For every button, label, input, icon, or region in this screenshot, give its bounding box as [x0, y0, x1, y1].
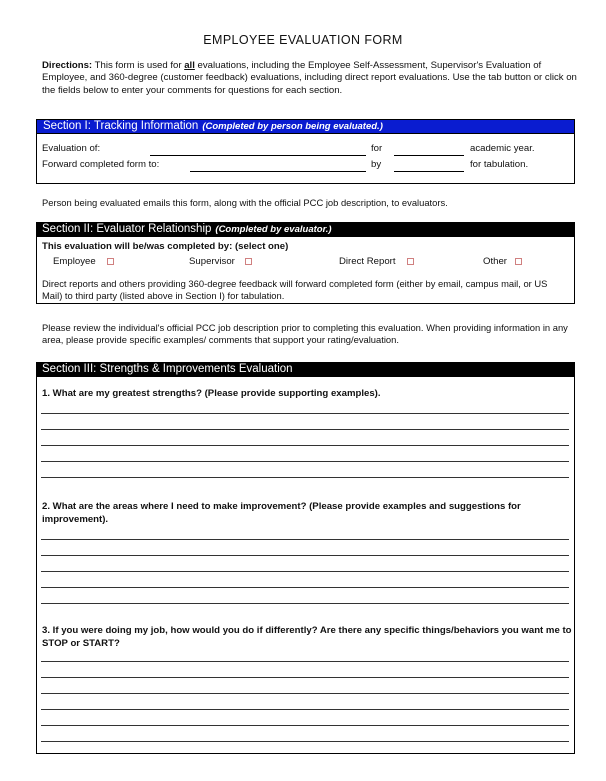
directions — [42, 60, 577, 97]
section3-title: Section III: Strengths & Improvements Evaluation — [42, 363, 293, 375]
forward-to-label: Forward completed form to: — [42, 159, 160, 170]
directions-label: Directions: — [42, 60, 93, 71]
academic-year-field[interactable] — [394, 155, 464, 156]
option-employee-label: Employee — [53, 256, 96, 267]
for-label: for — [371, 143, 383, 154]
section3-box — [36, 362, 575, 754]
section2-subtitle: (Completed by evaluator.) — [215, 224, 332, 235]
academic-year-label: academic year. — [470, 143, 535, 154]
question-1: 1. What are my greatest strengths? (Please provide supporting examples). — [42, 388, 381, 399]
answer-2-line[interactable] — [41, 571, 569, 572]
evaluation-of-field[interactable] — [150, 155, 366, 156]
by-date-field[interactable] — [394, 171, 464, 172]
directions-text-2: evaluations, including the Employee Self-Assessment, Supervisor's Evaluation of Employee, and 360-degree (customer feedback) evaluations, including direct report evaluations. Use the tab button or click on the fields below to enter your comments for questions for each section. — [42, 60, 577, 96]
answer-3-line[interactable] — [41, 709, 569, 710]
section2-note: Direct reports and others providing 360-degree feedback will forward completed form (either by email, campus mail, or US Mail) to third party (listed above in Section I) for tabulation. — [42, 278, 548, 301]
option-supervisor-label: Supervisor — [189, 256, 235, 267]
section1-title: Section I: Tracking Information — [43, 120, 199, 132]
answer-3-line[interactable] — [41, 693, 569, 694]
option-supervisor-checkbox[interactable] — [245, 258, 252, 265]
answer-3-line[interactable] — [41, 725, 569, 726]
section2-header — [36, 222, 575, 237]
option-employee-checkbox[interactable] — [107, 258, 114, 265]
section1-subtitle: (Completed by person being evaluated.) — [202, 121, 383, 132]
answer-1-line[interactable] — [41, 413, 569, 414]
answer-3-line[interactable] — [41, 677, 569, 678]
answer-2-line[interactable] — [41, 587, 569, 588]
option-other-label: Other — [483, 256, 507, 267]
option-direct-report-checkbox[interactable] — [407, 258, 414, 265]
option-other-checkbox[interactable] — [515, 258, 522, 265]
section2-prompt: This evaluation will be/was completed by: (select one) — [42, 241, 289, 252]
answer-1-line[interactable] — [41, 445, 569, 446]
answer-3-line[interactable] — [41, 741, 569, 742]
tabulation-label: for tabulation. — [470, 159, 529, 170]
review-note: Please review the individual's official PCC job description prior to completing this evaluation. When providing information in any area, please provide specific examples/ comments that support your rating/evaluation. — [42, 322, 568, 345]
evaluation-of-label: Evaluation of: — [42, 143, 101, 154]
answer-3-line[interactable] — [41, 661, 569, 662]
question-3: 3. If you were doing my job, how would you do if differently? Are there any specific things/behaviors you want me to STOP or START? — [42, 625, 572, 649]
answer-1-line[interactable] — [41, 429, 569, 430]
answer-1-line[interactable] — [41, 477, 569, 478]
answer-2-line[interactable] — [41, 555, 569, 556]
section1-header — [36, 119, 575, 134]
option-direct-report-label: Direct Report — [339, 256, 396, 267]
answer-2-line[interactable] — [41, 539, 569, 540]
forward-to-field[interactable] — [190, 171, 366, 172]
directions-emphasis: all — [184, 60, 195, 71]
form-title: EMPLOYEE EVALUATION FORM — [203, 33, 403, 47]
section3-header — [36, 362, 575, 377]
question-2: 2. What are the areas where I need to make improvement? (Please provide examples and suggestions for improvement). — [42, 501, 521, 525]
directions-text-1: This form is used for — [94, 60, 182, 71]
answer-2-line[interactable] — [41, 603, 569, 604]
section1-note: Person being evaluated emails this form, along with the official PCC job description, to evaluators. — [42, 197, 448, 208]
section2-title: Section II: Evaluator Relationship — [42, 223, 212, 235]
by-label: by — [371, 159, 382, 170]
answer-1-line[interactable] — [41, 461, 569, 462]
